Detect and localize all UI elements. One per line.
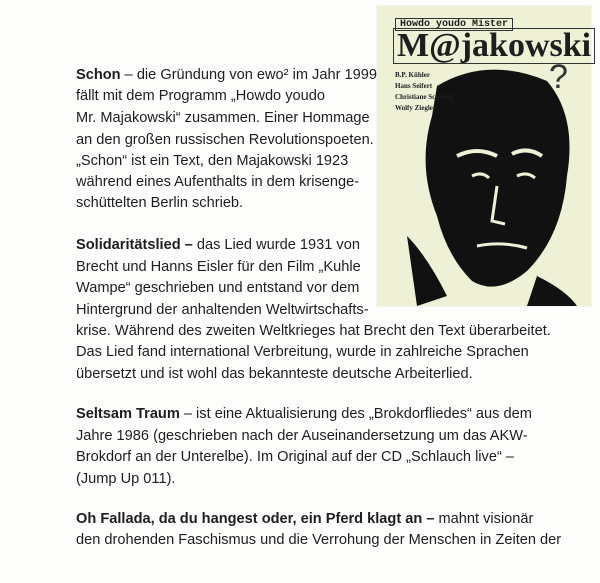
line-text: Mr. Majakowski“ zusammen. Einer Hommage [76, 110, 370, 126]
poster-name: Hans Seifert [395, 82, 433, 90]
text-line [76, 301, 369, 319]
text-line [76, 427, 528, 445]
line-text: – die Gründung von ewo² im Jahr 1999 [120, 67, 377, 83]
line-text: Das Lied fand international Verbreitung, wurde in zahlreiche Sprachen [76, 344, 529, 360]
line-text: den drohenden Faschismus und die Verrohung der Menschen in Zeiten der [76, 532, 562, 548]
paragraph-heading: Solidaritätslied – [76, 237, 193, 253]
text-line [76, 258, 361, 276]
line-text: – ist eine Aktualisierung des „Brokdorfliedes“ aus dem [179, 406, 532, 422]
text-line [76, 322, 551, 340]
line-text: fällt mit dem Programm „Howdo youdo [76, 88, 325, 104]
text-line [76, 448, 514, 466]
text-line [76, 109, 370, 127]
line-text: (Jump Up 011). [76, 471, 176, 487]
majakowski-poster-image [377, 6, 591, 306]
paragraph-heading: Schon [76, 67, 121, 83]
poster-names [395, 70, 454, 114]
line-text: Brecht und Hanns Eisler für den Film „Kuhle [76, 259, 361, 275]
line-text: an den großen russischen Revolutionspoeten. [76, 132, 374, 148]
text-line [76, 405, 532, 423]
text-line [76, 66, 377, 84]
poster-name: B.P. Kühler [395, 71, 430, 79]
text-line [76, 510, 533, 528]
text-line [76, 279, 359, 297]
line-text: mahnt visionär [434, 511, 534, 527]
line-text: Brokdorf an der Unterelbe). Im Original auf der CD „Schlauch live“ – [76, 449, 514, 465]
line-text: übersetzt und ist wohl das bekannteste deutsche Arbeiterlied. [76, 366, 473, 382]
line-text: während eines Aufenthalts in dem krisenge- [76, 174, 360, 190]
text-line [76, 131, 374, 149]
text-line [76, 194, 243, 212]
poster-subtitle: Howdo youdo Mister [395, 18, 513, 31]
text-line [76, 365, 473, 383]
line-text: schüttelten Berlin schrieb. [76, 195, 244, 211]
paragraph-heading: Seltsam Traum [76, 406, 180, 422]
line-text: das Lied wurde 1931 von [192, 237, 360, 253]
question-mark-glyph: ? [549, 58, 568, 96]
poster-title: M@jakowski [393, 28, 595, 64]
poster-name: Wolfy Ziegler [395, 104, 437, 112]
poster-name: Christiane Schmied [395, 93, 454, 101]
text-line [76, 343, 529, 361]
line-text: krise. Während des zweiten Weltkrieges hat Brecht den Text überarbeitet. [76, 323, 551, 339]
text-line [76, 87, 325, 105]
line-text: Jahre 1986 (geschrieben nach der Auseinandersetzung um das AKW- [76, 428, 528, 444]
line-text: Hintergrund der anhaltenden Weltwirtschafts- [76, 302, 369, 318]
line-text: Wampe“ geschrieben und entstand vor dem [76, 280, 360, 296]
text-line [76, 470, 176, 488]
text-line [76, 531, 561, 549]
line-text: „Schon“ ist ein Text, den Majakowski 1923 [76, 153, 349, 169]
text-line [76, 152, 348, 170]
paragraph-heading: Oh Fallada, da du hangest oder, ein Pferd klagt an – [76, 511, 435, 527]
text-line [76, 173, 359, 191]
text-line [76, 236, 360, 254]
